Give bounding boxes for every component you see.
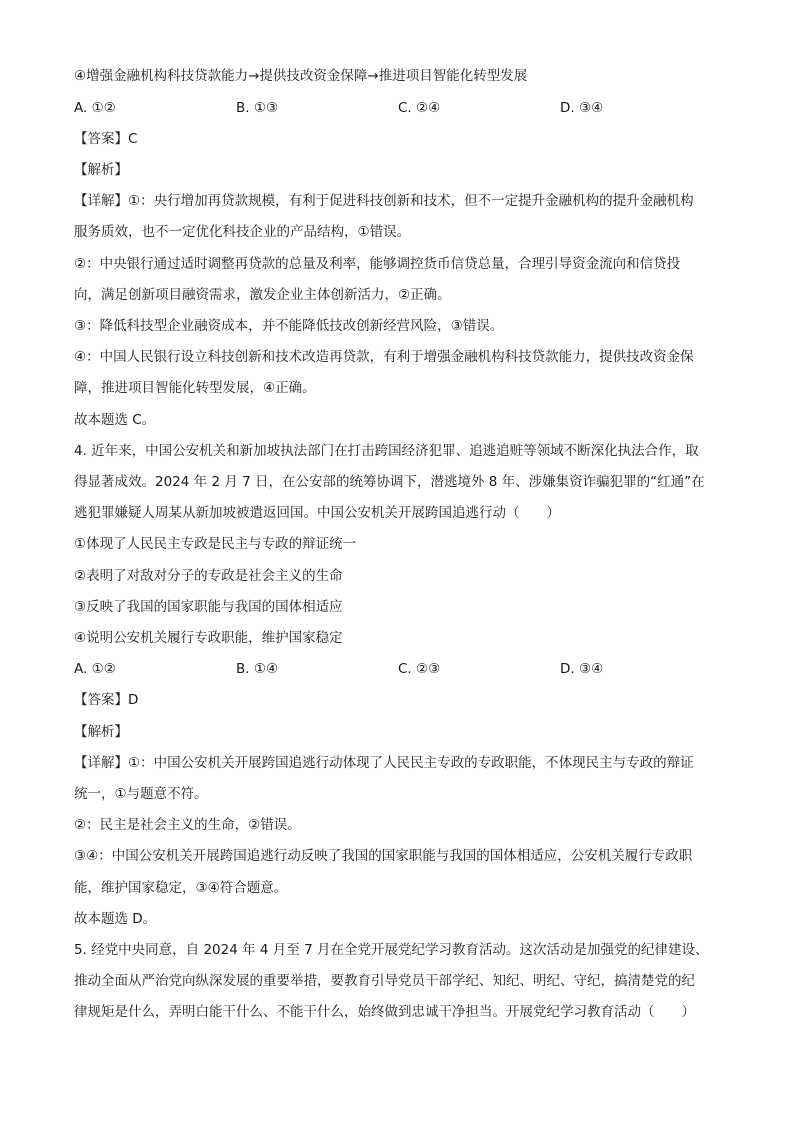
q3-option-b: B. ①③ [236,100,279,116]
q3-options [74,98,734,118]
q4-option-d: D. ③④ [560,661,604,677]
q4-detail-line: 统一，①与题意不符。 [74,786,208,802]
q3-answer: 【答案】C [74,131,138,147]
q4-stem-line: 得显著成效。2024 年 2 月 7 日，在公安部的统筹协调下，潜逃境外 8 年、涉嫌集资诈骗犯罪的“红通”在 [74,474,705,490]
q3-option-d: D. ③④ [560,100,604,116]
q4-analysis-label: 【解析】 [74,724,128,740]
q3-detail-line: 向，满足创新项目融资需求，激发企业主体创新活力，②正确。 [74,287,451,303]
q4-option-a: A. ①② [74,661,116,677]
q3-option-c: C. ②④ [398,100,441,116]
q4-item-3: ③反映了我国的国家职能与我国的国体相适应 [74,599,343,615]
q4-detail-line: ③④：中国公安机关开展跨国追逃行动反映了我国的国家职能与我国的国体相适应，公安机关履行专政职 [74,848,693,864]
q5-stem-line: 5. 经党中央同意，自 2024 年 4 月至 7 月在全党开展党纪学习教育活动。这次活动是加强党的纪律建设、 [74,942,709,958]
q4-options [74,659,734,679]
q4-option-c: C. ②③ [398,661,441,677]
q3-conclusion: 故本题选 C。 [74,412,156,428]
q4-answer: 【答案】D [74,692,139,708]
q4-item-4: ④说明公安机关履行专政职能，维护国家稳定 [74,630,343,646]
q5-stem-line: 律规矩是什么，弄明白能干什么、不能干什么，始终做到忠诚干净担当。开展党纪学习教育活动（ ） [74,1004,695,1020]
q4-item-2: ②表明了对敌对分子的专政是社会主义的生命 [74,568,343,584]
q3-detail-line: 障，推进项目智能化转型发展，④正确。 [74,380,316,396]
q3-detail-line: 【详解】①：央行增加再贷款规模，有利于促进科技创新和技术，但不一定提升金融机构的提升金融机构 [74,193,694,209]
q4-detail-line: 【详解】①：中国公安机关开展跨国追逃行动体现了人民民主专政的专政职能，不体现民主与专政的辩证 [74,755,694,771]
q5-stem-line: 推动全面从严治党向纵深发展的重要举措，要教育引导党员干部学纪、知纪、明纪、守纪，搞清楚党的纪 [74,973,695,989]
q3-option-a: A. ①② [74,100,116,116]
q4-item-1: ①体现了人民民主专政是民主与专政的辩证统一 [74,536,357,552]
q3-analysis-label: 【解析】 [74,162,128,178]
q4-stem-line: 4. 近年来，中国公安机关和新加坡执法部门在打击跨国经济犯罪、追逃追赃等领域不断深化执法合作，取 [74,443,699,459]
q3-detail-line: 服务质效，也不一定优化科技企业的产品结构，①错误。 [74,224,411,240]
q3-item-4: ④增强金融机构科技贷款能力→提供技改资金保障→推进项目智能化转型发展 [74,68,528,84]
q4-conclusion: 故本题选 D。 [74,911,157,927]
q4-detail-line: ②：民主是社会主义的生命，②错误。 [74,817,301,833]
q4-detail-line: 能，维护国家稳定，③④符合题意。 [74,880,288,896]
q4-stem-line: 逃犯罪嫌疑人周某从新加坡被遣返回国。中国公安机关开展跨国追逃行动（ ） [74,505,560,521]
q4-option-b: B. ①④ [236,661,279,677]
q3-detail-line: ②：中央银行通过适时调整再贷款的总量及利率，能够调控货币信贷总量，合理引导资金流向和信贷投 [74,256,681,272]
q3-detail-line: ④：中国人民银行设立科技创新和技术改造再贷款，有利于增强金融机构科技贷款能力，提供技改资金保 [74,349,694,365]
q3-detail-line: ③：降低科技型企业融资成本，并不能降低技改创新经营风险，③错误。 [74,318,504,334]
